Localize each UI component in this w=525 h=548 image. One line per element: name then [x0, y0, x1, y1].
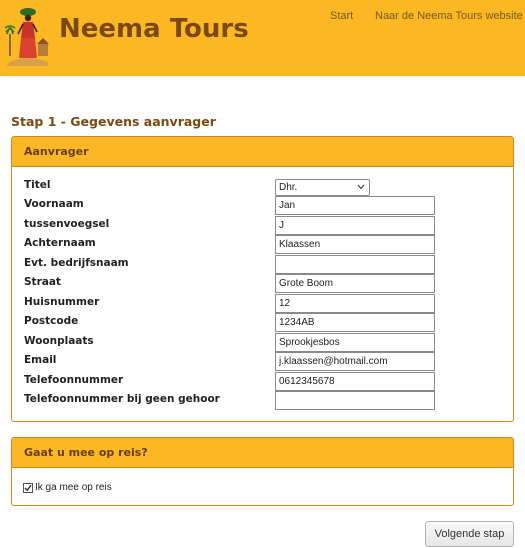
- travel-checkbox-label: Ik ga mee op reis: [35, 482, 112, 493]
- field-label-postcode: Postcode: [24, 315, 79, 327]
- travel-panel: [11, 437, 514, 506]
- field-label-bedrijfsnaam: Evt. bedrijfsnaam: [24, 256, 129, 269]
- brand-title: Neema Tours: [59, 14, 249, 44]
- step-title: Stap 1 - Gegevens aanvrager: [11, 114, 216, 129]
- achternaam-input[interactable]: [275, 235, 435, 254]
- field-label-achternaam: Achternaam: [24, 237, 96, 249]
- voornaam-input[interactable]: [275, 196, 435, 215]
- field-label-tussenvoegsel: tussenvoegsel: [24, 217, 110, 230]
- next-step-button[interactable]: Volgende stap: [425, 521, 514, 547]
- field-label-straat: Straat: [24, 276, 61, 288]
- bedrijfsnaam-input[interactable]: [275, 255, 435, 274]
- huisnummer-input[interactable]: [275, 294, 435, 313]
- chevron-down-icon: [357, 184, 365, 190]
- tussenvoegsel-input[interactable]: [275, 216, 435, 235]
- logo-icon: [4, 4, 50, 66]
- field-label-woonplaats: Woonplaats: [24, 334, 94, 347]
- form-row-tussenvoegsel: [12, 216, 514, 236]
- checkmark-icon: [24, 484, 32, 492]
- form-row-woonplaats: [12, 333, 514, 353]
- form-row-titel: [12, 177, 514, 197]
- travel-checkbox[interactable]: [23, 483, 33, 493]
- nav-start-link[interactable]: Start: [330, 10, 354, 22]
- form-row-bedrijfsnaam: [12, 255, 514, 275]
- form-row-email: [12, 352, 514, 372]
- travel-panel-title: Gaat u mee op reis?: [12, 438, 513, 468]
- field-label-telefoonnummer: Telefoonnummer: [24, 373, 124, 386]
- titel-select[interactable]: [275, 179, 370, 196]
- form-row-huisnummer: [12, 294, 514, 314]
- header-bar: [0, 0, 525, 76]
- field-label-email: Email: [24, 354, 57, 366]
- field-label-huisnummer: Huisnummer: [24, 295, 100, 308]
- telefoon-geen-gehoor-input[interactable]: [275, 391, 435, 410]
- woonplaats-input[interactable]: [275, 333, 435, 352]
- form-row-postcode: [12, 313, 514, 333]
- email-input[interactable]: [275, 352, 435, 371]
- form-row-straat: [12, 274, 514, 294]
- form-row-voornaam: [12, 196, 514, 216]
- field-label-voornaam: Voornaam: [24, 198, 84, 210]
- applicant-panel: [11, 136, 514, 422]
- applicant-panel-title: Aanvrager: [12, 137, 513, 167]
- nav-website-link[interactable]: Naar de Neema Tours website: [375, 10, 523, 22]
- postcode-input[interactable]: [275, 313, 435, 332]
- field-label-titel: Titel: [24, 179, 51, 191]
- form-row-telefoon-geen-gehoor: [12, 391, 514, 411]
- form-row-achternaam: [12, 235, 514, 255]
- titel-select-value: Dhr.: [279, 182, 298, 193]
- field-label-telefoon-geen-gehoor: Telefoonnummer bij geen gehoor: [24, 393, 220, 405]
- telefoonnummer-input[interactable]: [275, 372, 435, 391]
- form-row-telefoonnummer: [12, 372, 514, 392]
- straat-input[interactable]: [275, 274, 435, 293]
